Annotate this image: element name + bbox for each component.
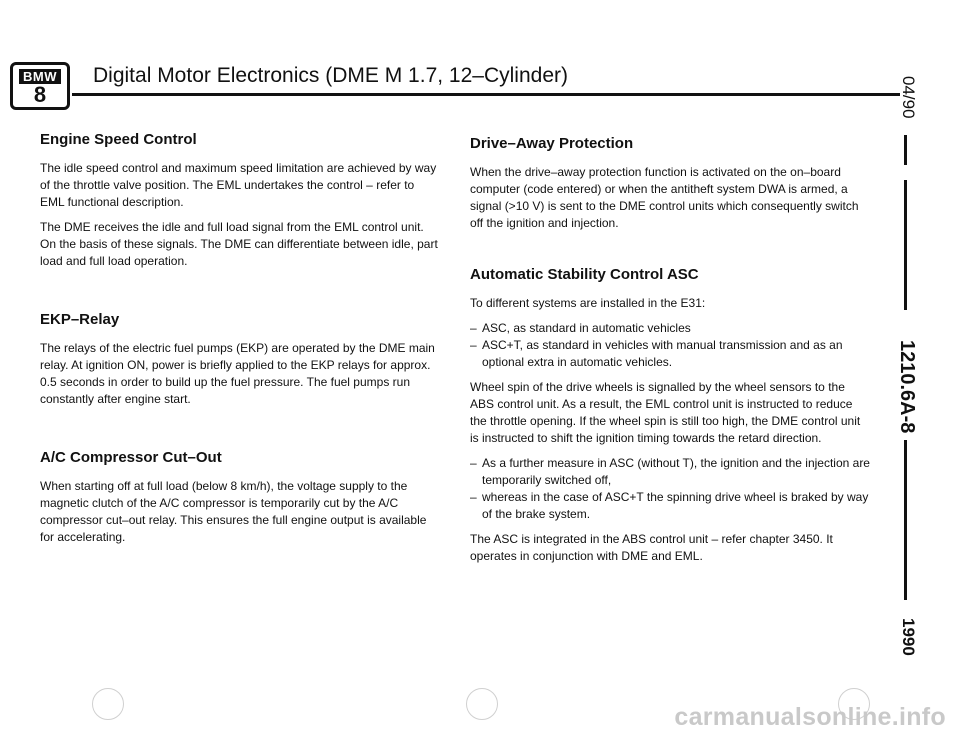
watermark: carmanualsonline.info bbox=[674, 703, 946, 731]
list-item-text: whereas in the case of ASC+T the spinning drive wheel is braked by way of the brake system. bbox=[482, 490, 869, 521]
section-heading: Automatic Stability Control ASC bbox=[470, 266, 699, 283]
logo-number: 8 bbox=[33, 82, 47, 107]
paragraph: To different systems are installed in the E31: bbox=[470, 296, 706, 310]
section-heading: A/C Compressor Cut–Out bbox=[40, 449, 222, 466]
sidebar-rule bbox=[904, 440, 907, 600]
paragraph: The idle speed control and maximum speed limitation are achieved by way of the throttle valve position. The EML undertakes the control – refer to EML functional description. bbox=[40, 161, 437, 209]
publication-year: 1990 bbox=[899, 618, 918, 656]
paragraph: When starting off at full load (below 8 km/h), the voltage supply to the magnetic clutch of the A/C compressor is temporarily cut by the A/C compressor cut–out relay. This ensures the full engine output is available for accelerating. bbox=[40, 479, 427, 544]
list-item: – ASC, as standard in automatic vehicles bbox=[470, 321, 691, 335]
paragraph: When the drive–away protection function is activated on the on–board computer (code entered) or when the antitheft system DWA is armed, a signal (>10 V) is sent to the DME control units which consequently switch off the ignition and injection. bbox=[470, 165, 859, 230]
list-item-text: As a further measure in ASC (without T), the ignition and the injection are temporarily switched off, bbox=[482, 456, 870, 487]
punch-hole bbox=[466, 688, 498, 720]
section-heading: EKP–Relay bbox=[40, 311, 120, 328]
list-item-text: ASC+T, as standard in vehicles with manual transmission and as an optional extra in automatic vehicles. bbox=[482, 338, 843, 369]
list-item-text: ASC, as standard in automatic vehicles bbox=[482, 321, 691, 335]
sidebar-rule bbox=[904, 180, 907, 310]
document-code: 1210.6A-8 bbox=[896, 340, 918, 434]
list-item: – As a further measure in ASC (without T), the ignition and the injection are temporarily switched off, bbox=[470, 456, 870, 487]
bmw-logo bbox=[10, 62, 70, 110]
section-asc bbox=[470, 266, 870, 565]
list-item: – whereas in the case of ASC+T the spinning drive wheel is braked by way of the brake system. bbox=[470, 490, 869, 521]
measures-list bbox=[470, 455, 870, 523]
title-divider bbox=[72, 93, 900, 96]
systems-list bbox=[470, 320, 870, 371]
section-drive-away-protection bbox=[470, 135, 870, 232]
list-item: – ASC+T, as standard in vehicles with manual transmission and as an optional extra in automatic vehicles. bbox=[470, 338, 843, 369]
logo-brand: BMW bbox=[19, 69, 61, 84]
punch-hole bbox=[92, 688, 124, 720]
paragraph: The DME receives the idle and full load signal from the EML control unit. On the basis of these signals. The DME can differentiate between idle, part load and full load operation. bbox=[40, 220, 438, 268]
page-title: Digital Motor Electronics (DME M 1.7, 12–Cylinder) bbox=[93, 64, 568, 87]
paragraph: The ASC is integrated in the ABS control unit – refer chapter 3450. It operates in conjunction with DME and EML. bbox=[470, 532, 833, 563]
section-heading: Drive–Away Protection bbox=[470, 135, 634, 152]
section-ac-compressor-cutout bbox=[40, 449, 440, 546]
revision-date: 04/90 bbox=[899, 76, 918, 119]
section-engine-speed-control bbox=[40, 131, 440, 270]
paragraph: The relays of the electric fuel pumps (EKP) are operated by the DME main relay. At ignition ON, power is briefly applied to the EKP relays for approx. 0.5 seconds in order to build up the fuel pressure. The fuel pumps run constantly after engine start. bbox=[40, 341, 435, 406]
sidebar-rule bbox=[904, 135, 907, 165]
paragraph: Wheel spin of the drive wheels is signalled by the wheel sensors to the ABS control unit. As a result, the EML control unit is instructed to reduce the throttle opening. If the wheel spin is still too high, the DME control unit is instructed to shift the ignition timing towards the retard direction. bbox=[470, 380, 861, 445]
section-heading: Engine Speed Control bbox=[40, 131, 197, 148]
left-column bbox=[40, 131, 440, 554]
section-ekp-relay bbox=[40, 311, 440, 408]
right-column bbox=[470, 135, 870, 573]
